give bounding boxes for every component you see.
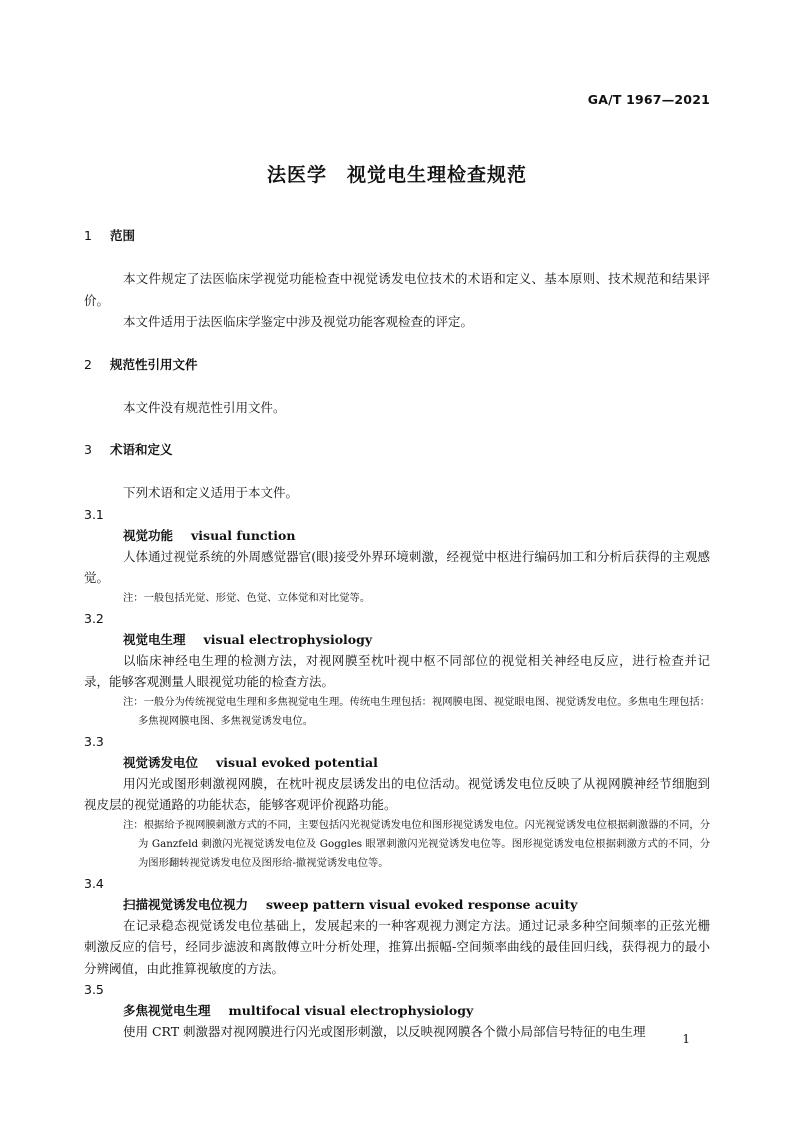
paragraph: 本文件适用于法医临床学鉴定中涉及视觉功能客观检查的评定。 (123, 314, 474, 329)
section-number: 2 (84, 356, 92, 372)
section-title: 规范性引用文件 (110, 356, 198, 372)
term-heading (84, 1000, 710, 1021)
section-1-heading (84, 226, 710, 246)
term-number: 3.4 (84, 875, 104, 891)
term-number: 3.2 (84, 610, 104, 626)
term-note: 注：根据给予视网膜刺激方式的不同，主要包括闪光视觉诱发电位和图形视觉诱发电位。闪光视觉诱发电位根据刺激器的不同，分为 Ganzfeld 刺激闪光视觉诱发电位及 Goggles 眼罩刺激闪光视觉诱发电位等。图形视觉诱发电位根据刺激方式的不同，分为图形翻转视觉诱发电位及图形给-撤视觉诱发电位等。 (123, 818, 710, 869)
document-title: 法医学 视觉电生理检查规范 (266, 164, 527, 186)
term-number: 3.1 (84, 506, 104, 522)
section-number: 1 (84, 228, 92, 243)
term-note: 注：一般包括光觉、形觉、色觉、立体觉和对比觉等。 (123, 591, 371, 604)
paragraph: 本文件没有规范性引用文件。 (123, 399, 286, 415)
section-title: 范围 (110, 228, 136, 243)
section-number: 3 (84, 442, 92, 457)
term-heading (84, 629, 710, 650)
term-zh: 视觉功能 (123, 527, 174, 543)
term-zh: 视觉诱发电位 (123, 754, 199, 770)
term-zh: 视觉电生理 (123, 631, 186, 647)
term-definition: 以临床神经电生理的检测方法，对视网膜至枕叶视中枢不同部位的视觉相关神经电反应，进行检查并记录，能够客观测量人眼视觉功能的检查方法。 (84, 652, 710, 689)
section-title: 术语和定义 (110, 442, 173, 457)
term-heading (84, 752, 710, 773)
section-2-heading (84, 355, 710, 375)
document-body (84, 226, 710, 1043)
term-en: sweep pattern visual evoked response acuity (266, 896, 578, 912)
term-definition: 用闪光或图形刺激视网膜，在枕叶视皮层诱发出的电位活动。视觉诱发电位反映了从视网膜神经节细胞到视皮层的视觉通路的功能状态，能够客观评价视路功能。 (84, 775, 710, 812)
paragraph: 下列术语和定义适用于本文件。 (123, 485, 299, 500)
term-en: visual electrophysiology (203, 631, 373, 647)
term-heading (84, 894, 710, 915)
term-definition: 使用 CRT 刺激器对视网膜进行闪光或图形刺激，以反映视网膜各个微小局部信号特征的电生理 (123, 1024, 646, 1039)
term-definition: 在记录稳态视觉诱发电位基础上，发展起来的一种客观视力测定方法。通过记录多种空间频率的正弦光栅刺激反应的信号，经同步滤波和离散傅立叶分析处理，推算出振幅-空间频率曲线的最佳回归线，获得视力的最小分辨阈值，由此推算视敏度的方法。 (84, 917, 710, 976)
term-en: multifocal visual electrophysiology (228, 1003, 474, 1018)
term-note: 注：一般分为传统视觉电生理和多焦视觉电生理。传统电生理包括：视网膜电图、视觉眼电图、视觉诱发电位。多焦电生理包括：多焦视网膜电图、多焦视觉诱发电位。 (123, 695, 710, 727)
term-heading (84, 525, 710, 546)
term-zh: 扫描视觉诱发电位视力 (123, 896, 249, 912)
term-definition: 人体通过视觉系统的外周感觉器官(眼)接受外界环境刺激，经视觉中枢进行编码加工和分析后获得的主观感觉。 (84, 548, 710, 585)
term-en: visual function (191, 527, 296, 543)
standard-code: GA/T 1967—2021 (587, 92, 710, 107)
paragraph: 本文件规定了法医临床学视觉功能检查中视觉诱发电位技术的术语和定义、基本原则、技术规范和结果评价。 (84, 271, 710, 308)
term-zh: 多焦视觉电生理 (123, 1003, 211, 1018)
term-number: 3.3 (84, 733, 104, 749)
term-number: 3.5 (84, 982, 104, 997)
section-3-heading (84, 440, 710, 460)
page-number: 1 (682, 1032, 690, 1046)
term-en: visual evoked potential (216, 754, 378, 770)
